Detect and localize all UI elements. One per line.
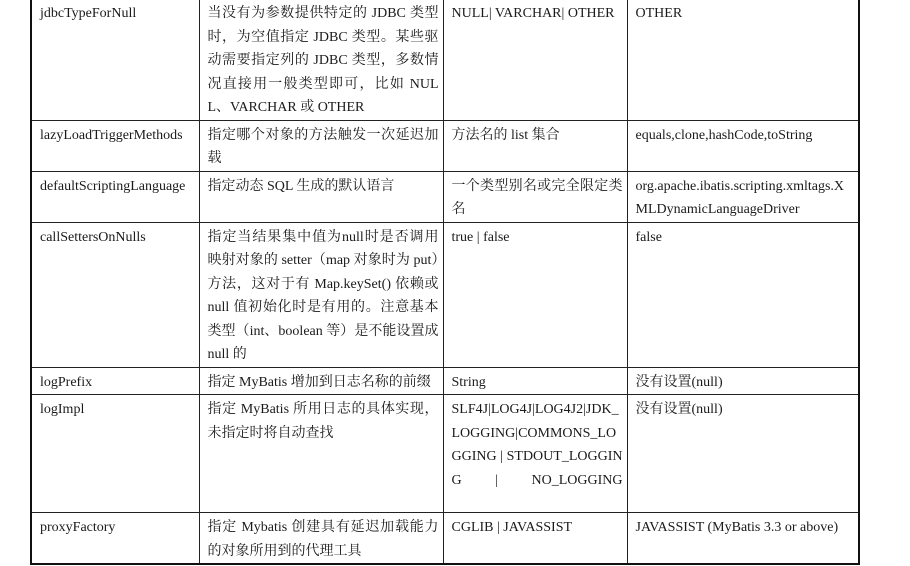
setting-description: 指定 MyBatis 所用日志的具体实现，未指定时将自动查找: [199, 395, 443, 513]
setting-default: 没有设置(null): [627, 367, 859, 395]
setting-name: callSettersOnNulls: [31, 222, 199, 367]
settings-table-page: [30, 0, 858, 565]
table-row: [31, 513, 859, 565]
table-row: [31, 120, 859, 171]
table-row: [31, 171, 859, 222]
setting-description: 指定 Mybatis 创建具有延迟加载能力的对象所用到的代理工具: [199, 513, 443, 565]
setting-description: 指定动态 SQL 生成的默认语言: [199, 171, 443, 222]
setting-description: 指定当结果集中值为null时是否调用映射对象的 setter（map 对象时为 put）方法，这对于有 Map.keySet() 依赖或 null 值初始化时是有用的。注意基本类型（int、boolean 等）是不能设置成 null 的: [199, 222, 443, 367]
table-row: [31, 367, 859, 395]
setting-name: lazyLoadTriggerMethods: [31, 120, 199, 171]
setting-default: false: [627, 222, 859, 367]
setting-name: jdbcTypeForNull: [31, 0, 199, 120]
setting-valid-values: 一个类型别名或完全限定类名: [443, 171, 627, 222]
settings-table: [30, 0, 860, 565]
table-row: [31, 222, 859, 367]
setting-default: OTHER: [627, 0, 859, 120]
table-row: [31, 0, 859, 120]
setting-valid-values: NULL| VARCHAR| OTHER: [443, 0, 627, 120]
setting-valid-values: CGLIB | JAVASSIST: [443, 513, 627, 565]
table-row: [31, 395, 859, 513]
setting-name: logPrefix: [31, 367, 199, 395]
setting-default: org.apache.ibatis.scripting.xmltags.XMLDynamicLanguageDriver: [627, 171, 859, 222]
setting-name: logImpl: [31, 395, 199, 513]
setting-valid-values: SLF4J|LOG4J|LOG4J2|JDK_LOGGING|COMMONS_LOGGING | STDOUT_LOGGING | NO_LOGGING: [443, 395, 627, 513]
setting-description: 当没有为参数提供特定的 JDBC 类型时，为空值指定 JDBC 类型。某些驱动需要指定列的 JDBC 类型，多数情况直接用一般类型即可，比如 NULL、VARCHAR 或 OTHER: [199, 0, 443, 120]
setting-default: 没有设置(null): [627, 395, 859, 513]
setting-description: 指定哪个对象的方法触发一次延迟加载: [199, 120, 443, 171]
setting-name: proxyFactory: [31, 513, 199, 565]
setting-default: JAVASSIST (MyBatis 3.3 or above): [627, 513, 859, 565]
setting-valid-values: String: [443, 367, 627, 395]
setting-default: equals,clone,hashCode,toString: [627, 120, 859, 171]
setting-valid-values: true | false: [443, 222, 627, 367]
setting-valid-values: 方法名的 list 集合: [443, 120, 627, 171]
setting-name: defaultScriptingLanguage: [31, 171, 199, 222]
setting-description: 指定 MyBatis 增加到日志名称的前缀: [199, 367, 443, 395]
